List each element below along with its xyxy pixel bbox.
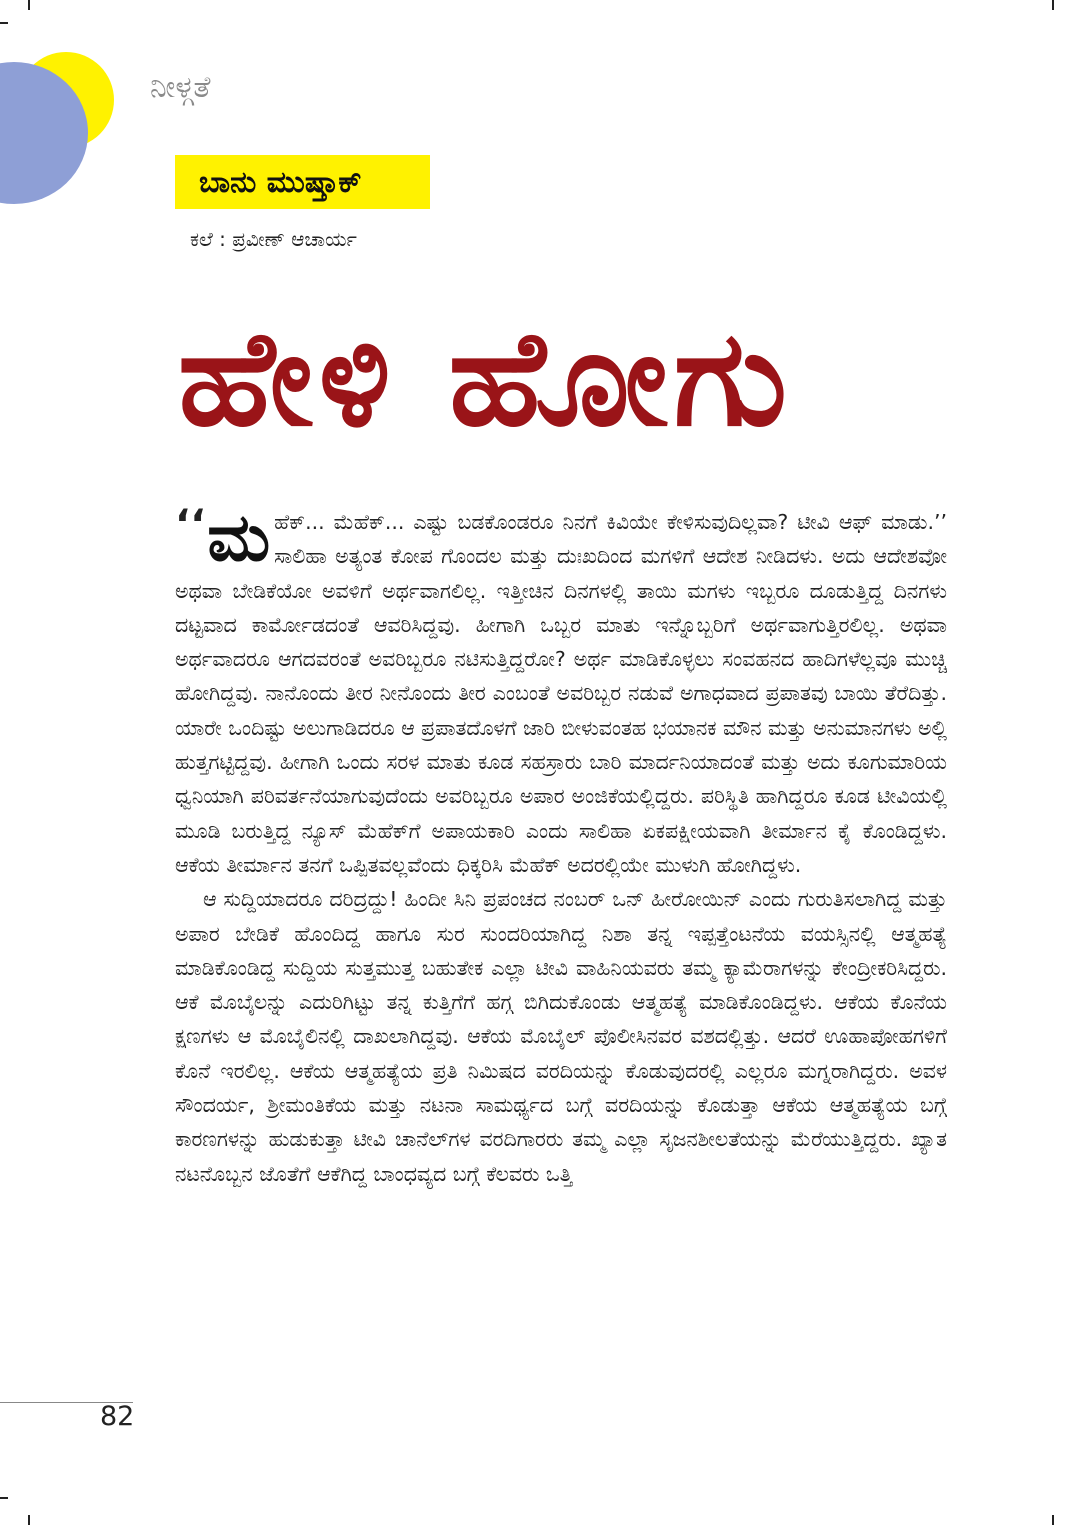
article-body bbox=[175, 499, 947, 1191]
crop-mark-top-left bbox=[28, 0, 30, 10]
crop-mark-left-upper bbox=[0, 22, 8, 24]
drop-cap: ಮ bbox=[207, 499, 271, 576]
crop-mark-bottom-right bbox=[1052, 1515, 1054, 1525]
author-name: ಬಾನು ಮುಷ್ತಾಕ್ bbox=[199, 164, 362, 200]
art-credit: ಕಲೆ : ಪ್ರವೀಣ್ ಆಚಾರ್ಯ bbox=[190, 227, 357, 251]
section-label: ನೀಳ್ಗತೆ bbox=[150, 70, 211, 105]
crop-mark-top-right bbox=[1052, 0, 1054, 10]
crop-mark-left-lower bbox=[0, 1497, 8, 1499]
crop-mark-bottom-left bbox=[28, 1515, 30, 1525]
author-box bbox=[175, 155, 430, 209]
story-title: ಹೇಳಿ ಹೋಗು bbox=[178, 302, 794, 456]
paragraph-1 bbox=[175, 499, 947, 882]
opening-quote-mark: ‘‘ bbox=[175, 502, 206, 548]
paragraph-2: ಆ ಸುದ್ದಿಯಾದರೂ ದರಿದ್ರದ್ದು! ಹಿಂದೀ ಸಿನಿ ಪ್ರಪಂಚದ ನಂಬರ್ ಒನ್ ಹೀರೋಯಿನ್ ಎಂದು ಗುರುತಿಸಲಾಗಿದ್ದ ಮತ್ತು ಅಪಾರ ಬೇಡಿಕೆ ಹೊಂದಿದ್ದ ಹಾಗೂ ಸುರ ಸುಂದರಿಯಾಗಿದ್ದ ನಿಶಾ ತನ್ನ ಇಪ್ಪತ್ತೆಂಟನೆಯ ವಯಸ್ಸಿನಲ್ಲಿ ಆತ್ಮಹತ್ಯೆ ಮಾಡಿಕೊಂಡಿದ್ದ ಸುದ್ದಿಯ ಸುತ್ತಮುತ್ತ ಬಹುತೇಕ ಎಲ್ಲಾ ಟೀವಿ ವಾಹಿನಿಯವರು ತಮ್ಮ ಕ್ಯಾಮೆರಾಗಳನ್ನು ಕೇಂದ್ರೀಕರಿಸಿದ್ದರು. ಆಕೆ ಮೊಬೈಲನ್ನು ಎದುರಿಗಿಟ್ಟು ತನ್ನ ಕುತ್ತಿಗೆಗೆ ಹಗ್ಗ ಬಿಗಿದುಕೊಂಡು ಆತ್ಮಹತ್ಯೆ ಮಾಡಿಕೊಂಡಿದ್ದಳು. ಆಕೆಯ ಕೊನೆಯ ಕ್ಷಣಗಳು ಆ ಮೊಬೈಲಿನಲ್ಲಿ ದಾಖಲಾಗಿದ್ದವು. ಆಕೆಯ ಮೊಬೈಲ್ ಪೊಲೀಸಿನವರ ವಶದಲ್ಲಿತ್ತು. ಆದರೆ ಊಹಾಪೋಹಗಳಿಗೆ ಕೊನೆ ಇರಲಿಲ್ಲ. ಆಕೆಯ ಆತ್ಮಹತ್ಯೆಯ ಪ್ರತಿ ನಿಮಿಷದ ವರದಿಯನ್ನು ಕೊಡುವುದರಲ್ಲಿ ಎಲ್ಲರೂ ಮಗ್ನರಾಗಿದ್ದರು. ಅವಳ ಸೌಂದರ್ಯ, ಶ್ರೀಮಂತಿಕೆಯ ಮತ್ತು ನಟನಾ ಸಾಮರ್ಥ್ಯದ ಬಗ್ಗೆ ವರದಿಯನ್ನು ಕೊಡುತ್ತಾ ಆಕೆಯ ಆತ್ಮಹತ್ಯೆಯ ಬಗ್ಗೆ ಕಾರಣಗಳನ್ನು ಹುಡುಕುತ್ತಾ ಟೀವಿ ಚಾನೆಲ್‌ಗಳ ವರದಿಗಾರರು ತಮ್ಮ ಎಲ್ಲಾ ಸೃಜನಶೀಲತೆಯನ್ನು ಮೆರೆಯುತ್ತಿದ್ದರು. ಖ್ಯಾತ ನಟನೊಬ್ಬನ ಜೊತೆಗೆ ಆಕೆಗಿದ್ದ ಬಾಂಧವ್ಯದ ಬಗ್ಗೆ ಕೆಲವರು ಒತ್ತಿ bbox=[175, 887, 947, 1186]
paragraph-1-text: ಹೆಕ್... ಮೆಹೆಕ್... ಎಷ್ಟು ಬಡಕೊಂಡರೂ ನಿನಗೆ ಕಿವಿಯೇ ಕೇಳಿಸುವುದಿಲ್ಲವಾ? ಟೀವಿ ಆಫ್ ಮಾಡು.’’ ಸಾಲಿಹಾ ಅತ್ಯಂತ ಕೋಪ ಗೊಂದಲ ಮತ್ತು ದುಃಖದಿಂದ ಮಗಳಿಗೆ ಆದೇಶ ನೀಡಿದಳು. ಅದು ಆದೇಶವೋ ಅಥವಾ ಬೇಡಿಕೆಯೋ ಅವಳಿಗೆ ಅರ್ಥವಾಗಲಿಲ್ಲ. ಇತ್ತೀಚಿನ ದಿನಗಳಲ್ಲಿ ತಾಯಿ ಮಗಳು ಇಬ್ಬರೂ ದೂಡುತ್ತಿದ್ದ ದಿನಗಳು ದಟ್ಟವಾದ ಕಾರ್ಮೋಡದಂತೆ ಆವರಿಸಿದ್ದವು. ಹೀಗಾಗಿ ಒಬ್ಬರ ಮಾತು ಇನ್ನೊಬ್ಬರಿಗೆ ಅರ್ಥವಾಗುತ್ತಿರಲಿಲ್ಲ. ಅಥವಾ ಅರ್ಥವಾದರೂ ಆಗದವರಂತೆ ಅವರಿಬ್ಬರೂ ನಟಿಸುತ್ತಿದ್ದರೋ? ಅರ್ಥ ಮಾಡಿಕೊಳ್ಳಲು ಸಂವಹನದ ಹಾದಿಗಳೆಲ್ಲವೂ ಮುಚ್ಚಿ ಹೋಗಿದ್ದವು. ನಾನೊಂದು ತೀರ ನೀನೊಂದು ತೀರ ಎಂಬಂತೆ ಅವರಿಬ್ಬರ ನಡುವೆ ಅಗಾಧವಾದ ಪ್ರಪಾತವು ಬಾಯಿ ತೆರೆದಿತ್ತು. ಯಾರೇ ಒಂದಿಷ್ಟು ಅಲುಗಾಡಿದರೂ ಆ ಪ್ರಪಾತದೊಳಗೆ ಜಾರಿ ಬೀಳುವಂತಹ ಭಯಾನಕ ಮೌನ ಮತ್ತು ಅನುಮಾನಗಳು ಅಲ್ಲಿ ಹುತ್ತಗಟ್ಟಿದ್ದವು. ಹೀಗಾಗಿ ಒಂದು ಸರಳ ಮಾತು ಕೂಡ ಸಹಸ್ರಾರು ಬಾರಿ ಮಾರ್ದನಿಯಾದಂತೆ ಮತ್ತು ಅದು ಕೂಗುಮಾರಿಯ ಧ್ವನಿಯಾಗಿ ಪರಿವರ್ತನೆಯಾಗುವುದೆಂದು ಅವರಿಬ್ಬರೂ ಅಪಾರ ಅಂಜಿಕೆಯಲ್ಲಿದ್ದರು. ಪರಿಸ್ಥಿತಿ ಹಾಗಿದ್ದರೂ ಕೂಡ ಟೀವಿಯಲ್ಲಿ ಮೂಡಿ ಬರುತ್ತಿದ್ದ ನ್ಯೂಸ್ ಮೆಹೆಕ್‌ಗೆ ಅಪಾಯಕಾರಿ ಎಂದು ಸಾಲಿಹಾ ಏಕಪಕ್ಷೀಯವಾಗಿ ತೀರ್ಮಾನ ಕೈ ಕೊಂಡಿದ್ದಳು. ಆಕೆಯ ತೀರ್ಮಾನ ತನಗೆ ಒಪ್ಪಿತವಲ್ಲವೆಂದು ಧಿಕ್ಕರಿಸಿ ಮೆಹೆಕ್ ಅದರಲ್ಲಿಯೇ ಮುಳುಗಿ ಹೋಗಿದ್ದಳು. bbox=[175, 510, 947, 877]
page-number: 82 bbox=[100, 1401, 135, 1432]
